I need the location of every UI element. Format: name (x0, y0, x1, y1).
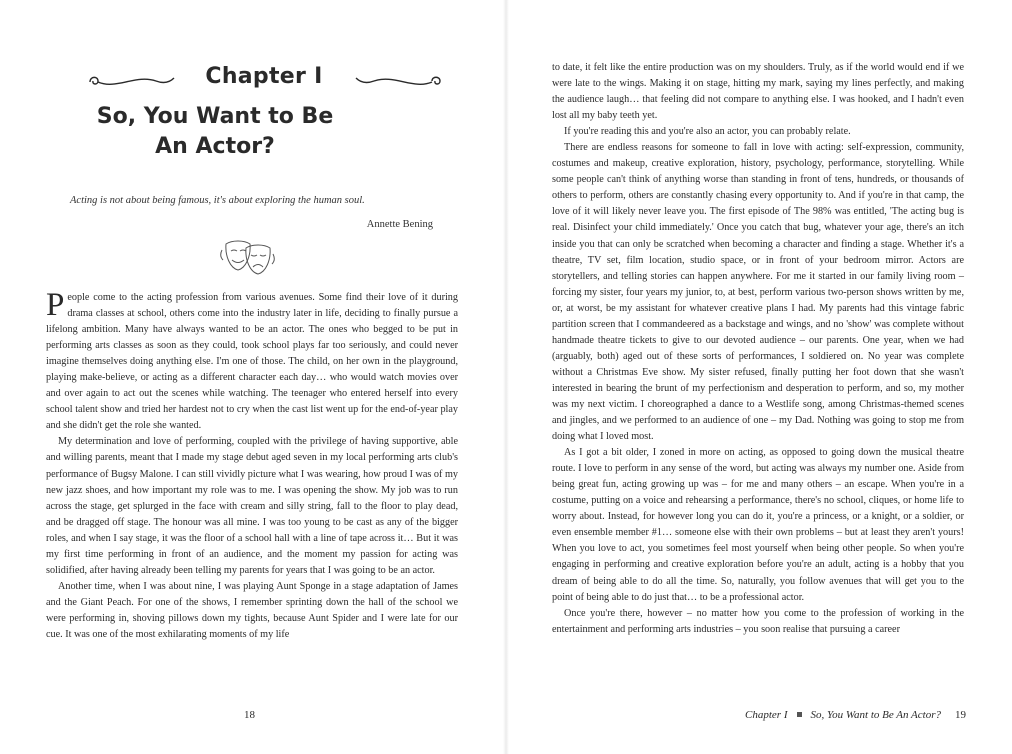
right-body-text (552, 60, 964, 638)
paragraph: People come to the acting profession from various avenues. Some find their love of it during drama classes at school, others come into the industry later in life, deciding to finally pursue a lifelong ambition. Many have always wanted to be an actor. The ones who begged to be put in performing arts classes as soon as they could, took school plays far too seriously, and could never imagine themselves doing anything else. I'm one of those. The child, on her own in the playground, playing make-believe, or acting as a different character each day… who would watch movies over and over again to act out the scenes while watching. The teenager who entered herself into every school talent show and tried her hardest not to cry when the cast list went up for the end-of-year play and she didn't get the role she wanted. (46, 287, 458, 432)
theatre-masks-icon (218, 236, 276, 280)
running-head-title: So, You Want to Be An Actor? (810, 709, 941, 721)
running-head (745, 709, 966, 721)
chapter-heading (86, 64, 376, 96)
paragraph: to date, it felt like the entire production was on my shoulders. Truly, as if the world would end if we were late to the wings. Making it on stage, hitting my mark, saying my lines perfectly, and making the audience laugh… that feeling did not compare to anything else. I was hooked, and I hadn't even lost all my baby teeth yet. (552, 62, 964, 122)
paragraph: If you're reading this and you're also an actor, you can probably relate. (564, 126, 851, 138)
chapter-title-line-1: So, You Want to Be (96, 104, 334, 129)
epigraph-quote: Acting is not about being famous, it's about exploring the human soul. (70, 195, 365, 206)
right-page (506, 0, 1012, 754)
running-head-chapter: Chapter I (745, 709, 788, 721)
paragraph: There are endless reasons for someone to fall in love with acting: self-expression, community, costumes and makeup, creative exploration, history, psychology, performance, storytelling. While some people can't think of anything worse than standing in front of tens, hundreds, or thousands of others to perform, others are constantly chasing every opportunity to. And if you're in that camp, the love of it will likely never leave you. The first episode of The 98% was entitled, 'The acting bug is real. Disinfect your child immediately.' Once you catch that bug, whatever your age, there's an itch inside you that can only be scratched when becoming a character and finding a stage. Whether it's a theatre, TV set, film location, studio space, or in front of your bedroom mirror. Actors are storytellers, and telling stories can happen anywhere. For me it started in our family living room – forcing my sister, four years my junior, to, at best, perform various two-person shows written by me, or, at worst, be my assistant for whatever creative plans I had. My parents had this vintage fabric partition screen that I commandeered as a backstage and wings, and no 'show' was complete without handmade theatre tickets to give to our devoted audience – our parents. One year, when we had (arguably, both) aged out of these sorts of performances, I soldiered on. No year was complete without a Christmas Eve show. My sister refused, finally putting her foot down that she wasn't interested in bearing the brunt of my perfectionism and desperation to perform, and so, my mother was my next victim. I choreographed a dance to a Westlife song, among Christmas-themed scenes and jingles, and we performed to an audience of one – my Dad. Nothing was going to stop me from doing what I loved most. (552, 142, 964, 443)
chapter-label: Chapter I (205, 64, 323, 89)
paragraph: Another time, when I was about nine, I was playing Aunt Sponge in a stage adaptation of James and the Giant Peach. For one of the shows, I remember sprinting down the hall of the school we were performing in, shoving pillows down my tights, because Aunt Spider and I were late for our cue. It was one of the most exhilarating moments of my life (46, 580, 458, 640)
chapter-title (60, 102, 370, 162)
drop-cap: P (46, 287, 65, 323)
paragraph: My determination and love of performing, coupled with the privilege of having supportive, able and willing parents, meant that I made my stage debut aged seven in my local performing arts club's performance of Bugsy Malone. I can still vividly picture what I was wearing, how proud I was of my new jazz shoes, and how important my role was to me. I was opening the show. My job was to run across the stage, get splurged in the face with cream and silly string, fall to the floor to play dead, and be dragged off stage. The honour was all mine. I was too young to be cast as any of the bigger roles, and when I say stage, it was the floor of a school hall with a line of tape across it… But it was my first time performing in front of an audience, and the moment my passion for acting was solidified, after having already been telling my parents for years that I was going to be an actor. (46, 436, 458, 576)
left-body-text (46, 287, 458, 643)
paragraph: Once you're there, however – no matter how you come to the profession of working in the entertainment and performing arts industries – you soon realise that pursuing a career (552, 607, 964, 635)
page-number: 19 (955, 709, 966, 721)
paragraph: As I got a bit older, I zoned in more on acting, as opposed to going down the musical theatre route. I love to perform in any sense of the word, but acting was always my number one. Aside from being great fun, acting growing up was – for me and many others – an escape. When you're in a costume, putting on a voice and rehearsing a performance, there's no school, cliques, or home life to worry about. Instead, for however long you can do it, you're a princess, or a knight, or a soldier, or even ensemble member #1… someone else with their own problems – but at least they aren't yours! When you love to act, you sometimes feel most yourself when being other people. So when you're engaging in performing and creative exploration before you're an adult, acting is a hobby that you dream of being able to do all the time. So, naturally, you follow avenues that will get you to the point of being able to do just that… to be a professional actor. (552, 447, 964, 603)
separator-square-icon (797, 712, 802, 717)
epigraph-attribution: Annette Bening (366, 219, 433, 230)
chapter-title-line-2: An Actor? (155, 134, 275, 159)
page-number: 18 (244, 709, 255, 721)
flourish-right-icon (354, 72, 444, 92)
